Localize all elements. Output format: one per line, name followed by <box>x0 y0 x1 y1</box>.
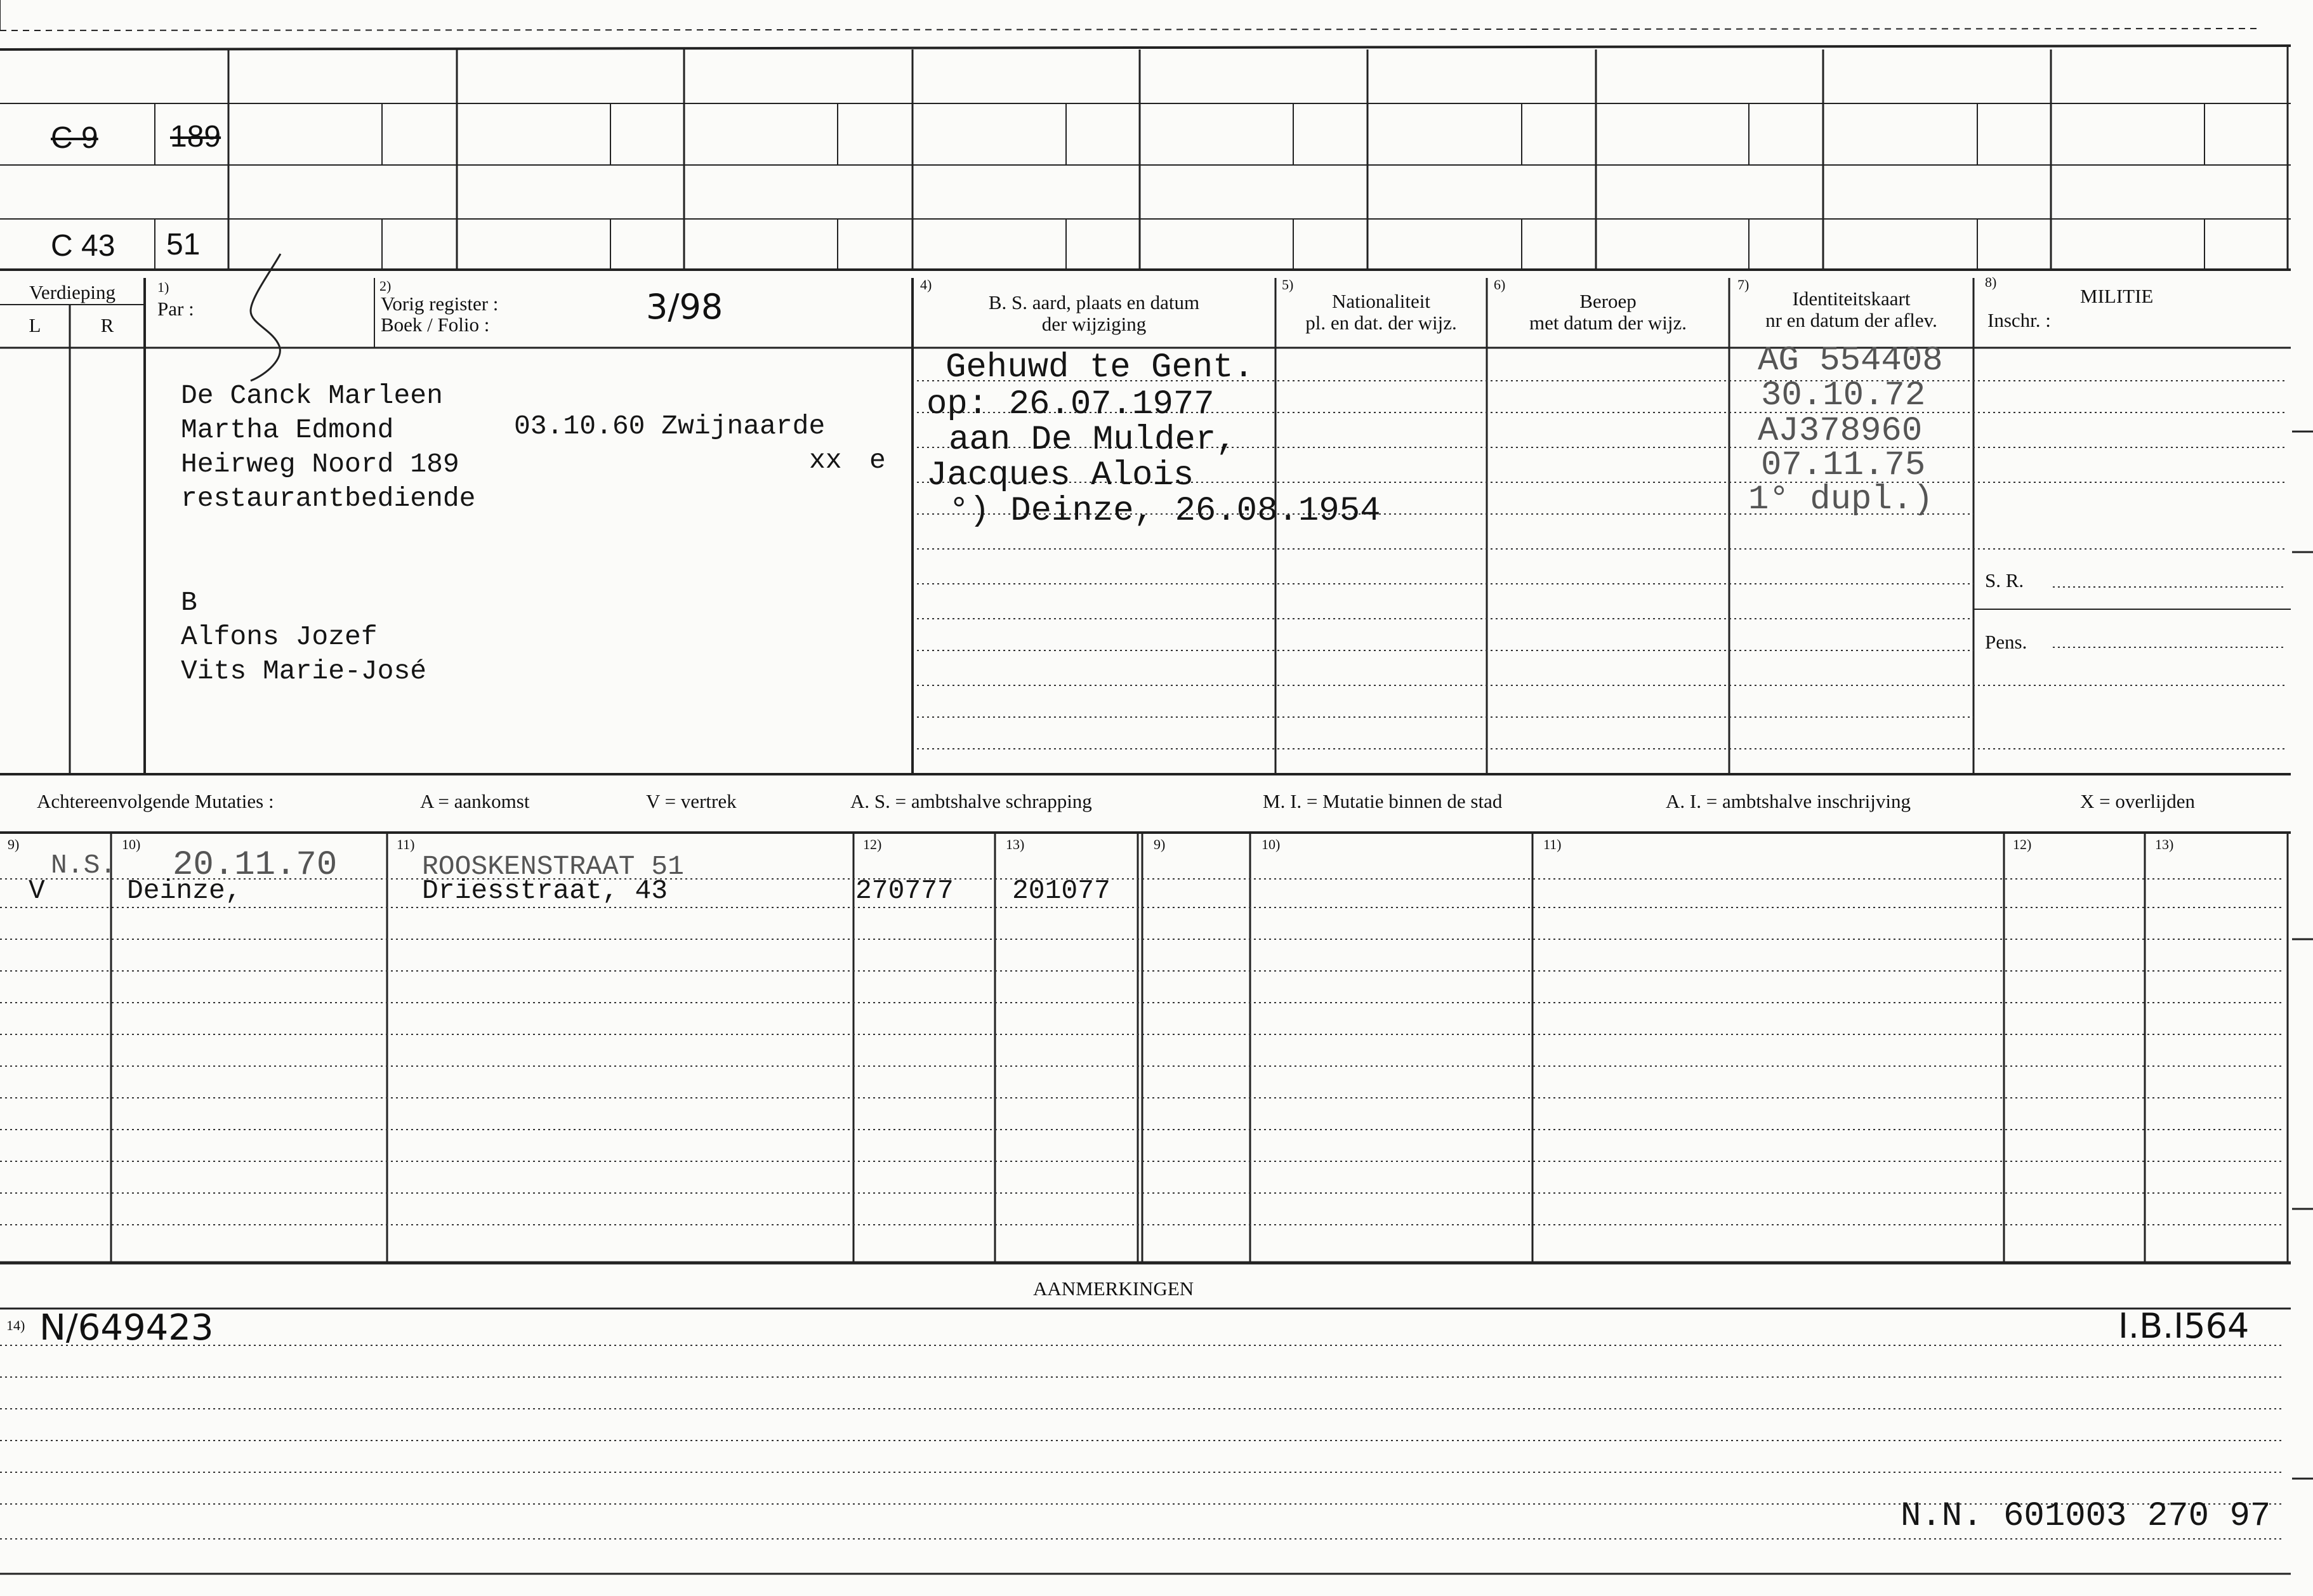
legend-schrapping: A. S. = ambtshalve schrapping <box>850 790 1092 812</box>
civil-status-line2: op: 26.07.1977 <box>926 385 1215 424</box>
house-number: C 43 <box>51 229 115 263</box>
nationaliteit-header-line2: pl. en dat. der wijz. <box>1305 312 1457 334</box>
civil-status-line3: aan De Mulder, <box>949 421 1237 459</box>
mutation-ns: N.S. <box>51 850 117 881</box>
identiteitskaart-header-line2: nr en datum der aflev. <box>1765 309 1937 331</box>
par-label: Par : <box>157 298 194 320</box>
mut-col-12b: 12) <box>2013 836 2032 852</box>
id-card-number-2: AJ378960 <box>1758 412 1923 451</box>
mut-col-9b: 9) <box>1154 836 1166 852</box>
field-number-5: 5) <box>1282 277 1294 293</box>
remarks-title: AANMERKINGEN <box>1033 1277 1194 1300</box>
id-card-date-2: 07.11.75 <box>1761 446 1926 485</box>
field-number-4: 4) <box>920 277 932 293</box>
mut-col-9: 9) <box>8 836 20 852</box>
mut-col-12: 12) <box>863 836 882 852</box>
legend-mutatie-stad: M. I. = Mutatie binnen de stad <box>1263 790 1503 812</box>
inschr-label: Inschr. : <box>1987 309 2051 331</box>
militie-header: MILITIE <box>2080 285 2154 307</box>
beroep-header-line2: met datum der wijz. <box>1529 312 1687 334</box>
civil-status-line1: Gehuwd te Gent. <box>946 348 1255 387</box>
national-number: N.N. 601003 270 97 <box>1901 1497 2271 1536</box>
mut-col-10b: 10) <box>1262 836 1281 852</box>
verdieping-l-label: L <box>29 314 41 336</box>
person-name: De Canck Marleen <box>181 380 443 411</box>
mut-col-10: 10) <box>122 836 141 852</box>
field-number-6: 6) <box>1494 277 1506 293</box>
boek-folio-label: Boek / Folio : <box>381 313 490 336</box>
mutation-place: Deinze, <box>127 875 242 906</box>
mutation-date: 20.11.70 <box>173 846 338 885</box>
mut-col-13b: 13) <box>2155 836 2174 852</box>
mut-col-11: 11) <box>397 836 415 852</box>
field-number-2: 2) <box>379 278 392 294</box>
civil-status-line4: Jacques Alois <box>926 456 1194 495</box>
mut-col-11b: 11) <box>1543 836 1562 852</box>
person-address: Heirweg Noord 189 <box>181 449 459 480</box>
relation-code: B <box>181 587 197 618</box>
legend-overlijden: X = overlijden <box>2080 790 2196 812</box>
verdieping-r-label: R <box>100 314 114 336</box>
birth-date-place: 03.10.60 Zwijnaarde <box>514 411 826 442</box>
vorig-register-label: Vorig register : <box>381 293 499 315</box>
pens-label: Pens. <box>1985 631 2027 653</box>
mutation-date-12: 270777 <box>855 875 954 906</box>
nationaliteit-header-line1: Nationaliteit <box>1332 290 1430 312</box>
field-number-7: 7) <box>1737 277 1750 293</box>
mother-name: Vits Marie-José <box>181 656 427 687</box>
sr-label: S. R. <box>1985 569 2024 591</box>
legend-inschrijving: A. I. = ambtshalve inschrijving <box>1666 790 1911 812</box>
bs-header-line2: der wijziging <box>1041 313 1147 335</box>
verdieping-label: Verdieping <box>29 281 116 303</box>
house-suffix: 51 <box>166 228 201 261</box>
old-house-number: C 9 <box>51 121 98 155</box>
field-number-1: 1) <box>157 279 169 295</box>
civil-status-line5: °) Deinze, 26.08.1954 <box>949 492 1381 531</box>
mutations-legend-title: Achtereenvolgende Mutaties : <box>37 790 274 812</box>
id-card-number-1: AG 554408 <box>1758 341 1943 380</box>
field-number-14: 14) <box>6 1317 25 1333</box>
sex-marker: e <box>869 445 886 476</box>
legend-aankomst: A = aankomst <box>420 790 530 812</box>
mutation-date-13: 201077 <box>1012 875 1110 906</box>
remarks-n-number: N/649423 <box>39 1307 214 1349</box>
bs-header-line1: B. S. aard, plaats en datum <box>988 291 1200 313</box>
identiteitskaart-header-line1: Identiteitskaart <box>1792 287 1911 310</box>
remarks-ib-code: I.B.I564 <box>2118 1306 2250 1346</box>
father-name: Alfons Jozef <box>181 621 378 652</box>
field-number-8: 8) <box>1985 274 1997 290</box>
register-value: 3/98 <box>646 287 723 327</box>
mutation-new-street: Driesstraat, 43 <box>422 875 668 906</box>
legend-vertrek: V = vertrek <box>646 790 737 812</box>
sex-marker-struck: xx <box>809 445 842 476</box>
id-card-duplicate-note: 1° dupl.) <box>1748 480 1934 519</box>
id-card-date-1: 30.10.72 <box>1761 376 1926 415</box>
mutation-old-street: ROOSKENSTRAAT 51 <box>422 851 684 882</box>
beroep-header-line1: Beroep <box>1579 290 1637 312</box>
old-house-suffix: 189 <box>170 120 221 154</box>
person-given-names: Martha Edmond <box>181 414 394 445</box>
mut-col-13: 13) <box>1006 836 1025 852</box>
person-occupation: restaurantbediende <box>181 483 476 514</box>
mutation-type: V <box>29 875 45 906</box>
